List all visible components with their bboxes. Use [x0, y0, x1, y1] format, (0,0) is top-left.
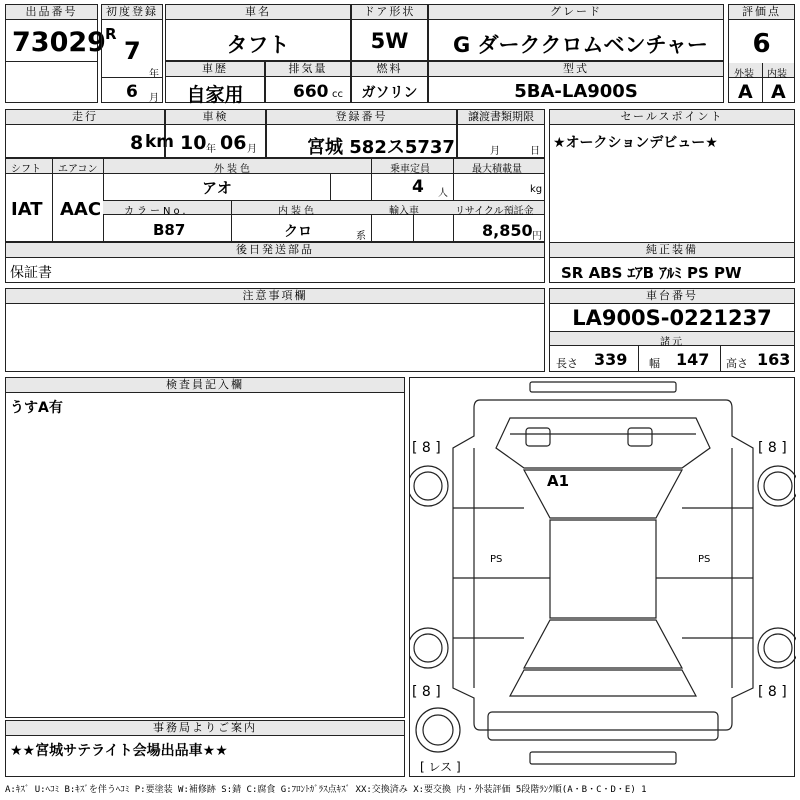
dims-label: 諸元: [660, 337, 684, 348]
plate-number: 宮城 582ス5737: [307, 137, 455, 158]
color-number-label: カラーNo.: [124, 206, 189, 217]
model-box: [428, 61, 724, 103]
equipment-box: [549, 242, 795, 283]
history: 自家用: [186, 84, 244, 106]
interior-grade-label: 内装: [767, 69, 787, 80]
spare-tire-label: [ レス ]: [420, 760, 461, 774]
equipment: SR ABS ｴｱB ｱﾙﾐ PS PW: [561, 264, 742, 282]
office-notice-box: [5, 720, 405, 777]
history-box: [165, 61, 265, 106]
displacement-unit: cc: [332, 89, 343, 100]
score: 6: [752, 29, 771, 59]
transfer-month-unit: 月: [490, 146, 500, 157]
height-label: 高さ: [726, 357, 748, 370]
door-label: ドア形状: [352, 5, 427, 20]
tire-front-right: [ 8 ]: [758, 440, 787, 456]
later-parts: 保証書: [10, 265, 52, 281]
car-name: タフト: [226, 33, 290, 57]
inspection-year: 10: [180, 132, 207, 154]
door-type: 5W: [370, 29, 409, 53]
equipment-label: 純正装備: [550, 243, 794, 258]
mark-ps-right: PS: [698, 554, 711, 565]
mileage-label: 走行: [6, 110, 164, 125]
tire-rear-left: [ 8 ]: [412, 684, 441, 700]
interior-color: クロ: [284, 224, 312, 240]
car-diagram: [410, 378, 796, 778]
later-parts-box: [5, 242, 545, 283]
tire-front-left: [ 8 ]: [412, 440, 441, 456]
height: 163: [757, 350, 791, 369]
model: 5BA-LA900S: [514, 81, 638, 102]
sales-point: ★オークションデビュー★: [553, 135, 718, 151]
office-notice: ★★宮城サテライト会場出品車★★: [10, 743, 228, 759]
legend: A:ｷｽﾞ U:ﾍｺﾐ B:ｷｽﾞを伴うﾍｺﾐ P:要塗装 W:補修跡 S:錆 C:腐食 G:ﾌﾛﾝﾄｶﾞﾗｽ点ｷｽﾞ XX:交換済み X:要交換 内・外装評価 5段階ﾗﾝｸ順(A・B・C・D・E) 1: [5, 785, 647, 795]
sales-point-label: セールスポイント: [550, 110, 794, 125]
score-box: [728, 4, 795, 103]
inspection-month-unit: 月: [247, 144, 257, 155]
later-parts-label: 後日発送部品: [6, 243, 544, 258]
transfer-label: 譲渡書類期限: [458, 110, 544, 125]
inspection-label: 車検: [166, 110, 265, 125]
era-mark: R: [105, 25, 117, 43]
exterior-grade-label: 外装: [734, 69, 754, 80]
mileage-box: [5, 109, 175, 158]
width: 147: [676, 350, 710, 369]
mark-ps-left: PS: [490, 554, 503, 565]
inspection-month: 06: [220, 132, 247, 154]
car-name-box: [165, 4, 351, 61]
year-unit: 年: [149, 69, 159, 80]
lot-number-label: 出品番号: [6, 5, 97, 20]
score-label: 評価点: [729, 5, 794, 20]
interior-color-label: 内装色: [278, 206, 317, 217]
car-name-label: 車名: [166, 5, 350, 20]
history-label: 車歴: [166, 62, 264, 77]
lot-number: 73029: [12, 27, 106, 58]
inspection-year-unit: 年: [206, 144, 216, 155]
inspection-box: [165, 109, 266, 158]
transfer-day-unit: 日: [530, 146, 540, 157]
mileage-unit: km: [145, 132, 175, 152]
transfer-box: [457, 109, 545, 158]
specs-grid: [5, 158, 545, 242]
length: 339: [594, 350, 628, 369]
air-conditioner: AAC: [60, 199, 102, 220]
chassis-box: [549, 288, 795, 372]
capacity: 4: [412, 177, 424, 197]
inspector-label: 検査員記入欄: [6, 378, 404, 393]
door-box: [351, 4, 428, 61]
capacity-unit: 人: [438, 188, 448, 199]
ac-label: エアコン: [58, 164, 98, 175]
displacement-label: 排気量: [266, 62, 350, 77]
registration-month: 6: [126, 82, 138, 102]
first-registration-label: 初度登録: [102, 5, 162, 20]
mileage: 8: [130, 132, 144, 154]
fuel: ガソリン: [361, 85, 418, 101]
exterior-color: アオ: [202, 179, 232, 197]
chassis-number: LA900S-0221237: [572, 306, 772, 330]
damage-mark-a1: A1: [547, 472, 570, 490]
capacity-label: 乗車定員: [390, 164, 430, 175]
recycle-deposit: 8,850: [482, 221, 533, 240]
recycle-unit: 円: [532, 231, 542, 242]
color-number: B87: [153, 221, 186, 239]
shift: IAT: [11, 199, 43, 220]
length-label: 長さ: [556, 357, 578, 370]
first-registration-box: [101, 4, 163, 103]
shift-label: シフト: [11, 164, 41, 175]
plate-label: 登録番号: [267, 110, 456, 125]
tire-rear-right: [ 8 ]: [758, 684, 787, 700]
car-diagram-box: [409, 377, 795, 777]
fuel-box: [351, 61, 428, 103]
recycle-label: リサイクル預託金: [455, 206, 534, 217]
displacement-box: [265, 61, 351, 103]
interior-color-unit: 系: [356, 231, 366, 242]
model-label: 型式: [429, 62, 723, 77]
grade-label: グレード: [429, 5, 723, 20]
width-label: 幅: [649, 357, 660, 370]
plate-box: [266, 109, 457, 158]
grade: G ダーククロムベンチャー: [453, 33, 708, 57]
chassis-label: 車台番号: [550, 289, 794, 304]
grade-box: [428, 4, 724, 61]
inspector-box: [5, 377, 405, 718]
import-label: 輸入車: [389, 206, 419, 217]
max-load-label: 最大積載量: [472, 164, 522, 175]
inspector-notes: うすA有: [10, 400, 63, 416]
fuel-label: 燃料: [352, 62, 427, 77]
month-unit: 月: [149, 93, 159, 104]
office-notice-label: 事務局よりご案内: [6, 721, 404, 736]
exterior-color-label: 外装色: [214, 164, 253, 175]
interior-grade: A: [771, 81, 786, 103]
lot-number-box: [5, 4, 106, 103]
max-load-unit: kg: [530, 184, 543, 195]
registration-year: 7: [124, 37, 141, 65]
notes-box: [5, 288, 545, 372]
displacement: 660: [293, 82, 329, 102]
exterior-grade: A: [738, 81, 753, 103]
notes-label: 注意事項欄: [6, 289, 544, 304]
